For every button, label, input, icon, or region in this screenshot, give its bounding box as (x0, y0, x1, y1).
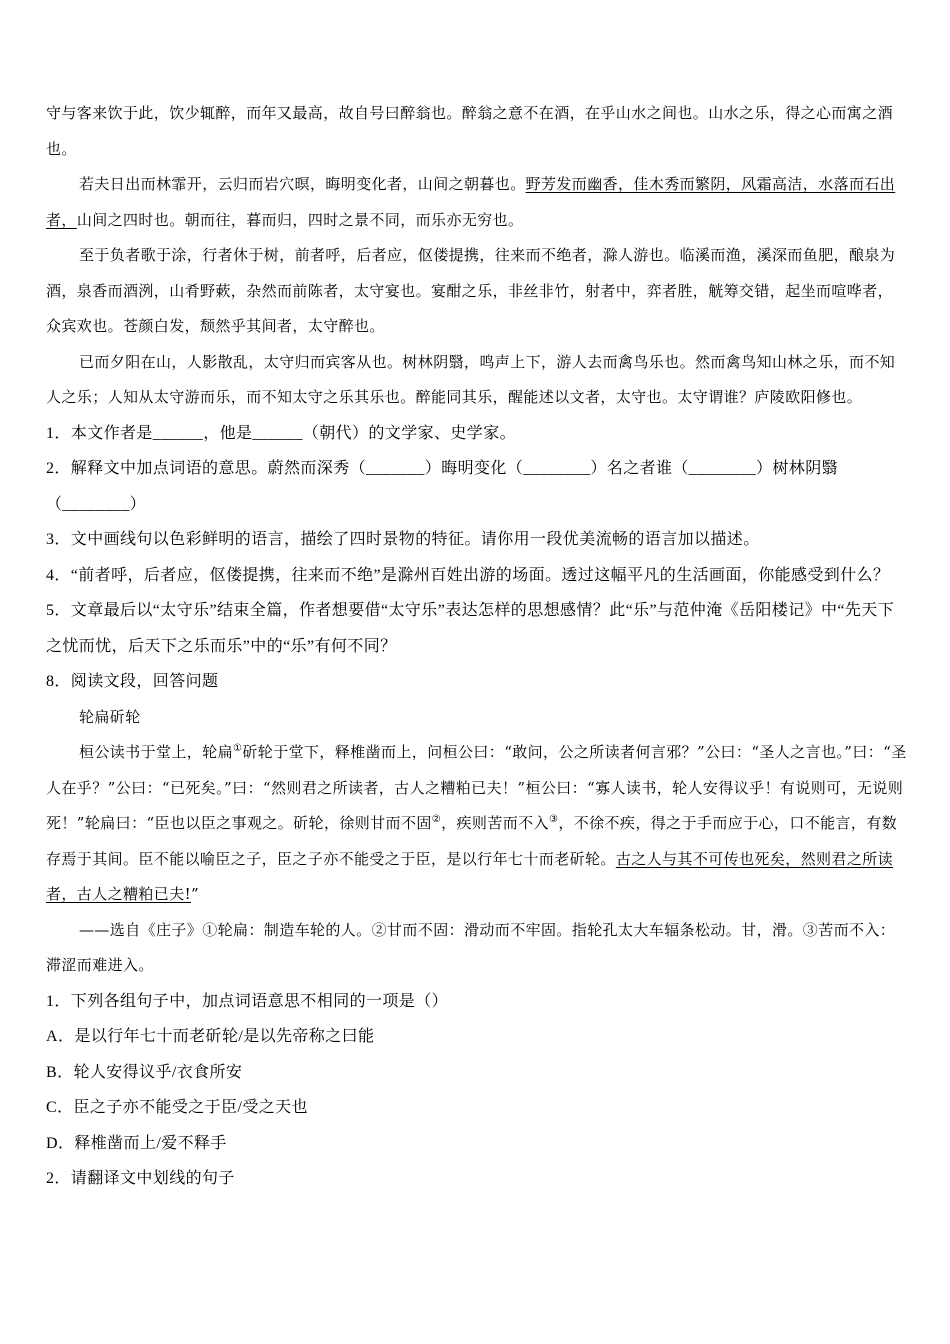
question-1: 1．下列各组句子中，加点词语意思不相同的一项是（） (46, 992, 449, 1010)
question-3: 3．文中画线句以色彩鲜明的语言，描绘了四时景物的特征。请你用一段优美流畅的语言加以描述。 (46, 531, 760, 548)
passage-paragraph-3: 已而夕阳在山，人影散乱，太守归而宾客从也。树林阴翳，鸣声上下，游人去而禽鸟乐也。然而禽鸟知山林之乐，而不知人之乐；人知从太守游而乐，而不知太守之乐其乐也。醉能同其乐，醒能述以文者，太守也。太守谓谁？庐陵欧阳修也。 (46, 352, 896, 406)
option-a: A．是以行年七十而老斫轮/是以先帝称之曰能 (46, 1028, 375, 1045)
passage-text: ，疾则苦而不入 (441, 814, 549, 832)
document-page (46, 96, 908, 1197)
option-c: C．臣之子亦不能受之于臣/受之天也 (46, 1099, 308, 1116)
underlined-sentence: 古之人与其不可传也死矣，然则君之所读者，古人之糟粕已夫! (46, 849, 894, 903)
source-notes: ——选自《庄子》①轮扁：制造车轮的人。②甘而不固：滑动而不牢固。指轮孔太大车辐条松动。甘，滑。③苦而不入：滞涩而难进入。 (46, 920, 896, 974)
passage-text: ，不徐不疾，得之于手而应于心，口不能言，有数存焉于其间。臣不能以喻臣之子，臣之子亦不能受之于臣，是以行年七十而老斫轮。 (46, 814, 898, 868)
question-2: 2．解释文中加点词语的意思。蔚然而深秀（_______）晦明变化（________）名之者谁（________）树林阴翳（________） (46, 460, 839, 513)
question-4: 4．“前者呼，后者应，伛偻提携，往来而不绝”是滁州百姓出游的场面。透过这幅平凡的生活画面，你能感受到什么？ (46, 566, 890, 584)
passage-paragraph-0: 守与客来饮于此，饮少辄醉，而年又最高，故自号曰醉翁也。醉翁之意不在酒，在乎山水之间也。山水之乐，得之心而寓之酒也。 (46, 104, 894, 158)
option-d: D．释椎凿而上/爱不释手 (46, 1134, 227, 1152)
question-5: 5．文章最后以“太守乐”结束全篇，作者想要借“太守乐”表达怎样的思想感情？此“乐”与范仲淹《岳阳楼记》中“先天下之忧而忧，后天下之乐而乐”中的“乐”有何不同？ (46, 602, 895, 655)
passage-title: 轮扁斫轮 (79, 707, 141, 726)
footnote-marker: ① (233, 743, 243, 754)
passage-body (46, 735, 908, 913)
passage-text: 山间之四时也。朝而往，暮而归，四时之景不同，而乐亦无穷也。 (76, 210, 524, 229)
passage-paragraph-2: 至于负者歌于涂，行者休于树，前者呼，后者应，伛偻提携，往来而不绝者，滁人游也。临溪而渔，溪深而鱼肥，酿泉为酒，泉香而酒洌，山肴野蔌，杂然而前陈者，太守宴也。宴酣之乐，非丝非竹，射者中，弈者胜，觥筹交错，起坐而喧哗者，众宾欢也。苍颜白发，颓然乎其间者，太守醉也。 (46, 246, 896, 335)
footnote-marker: ② (431, 814, 442, 825)
footnote-marker: ③ (548, 814, 559, 825)
question-2: 2．请翻译文中划线的句子 (46, 1170, 235, 1187)
passage-text: ” (191, 885, 200, 903)
passage-text: 若夫日出而林霏开，云归而岩穴暝，晦明变化者，山间之朝暮也。 (79, 175, 526, 193)
passage-paragraph-1 (46, 167, 908, 238)
question-1: 1．本文作者是______，他是______（朝代）的文学家、史学家。 (46, 424, 517, 442)
passage-text: 斫轮于堂下，释椎凿而上，问桓公曰：“敢问，公之所读者何言邪？”公曰：“圣人之言也。”曰：“圣人在乎？”公曰：“已死矣。”曰：“然则君之所读者，古人之糟粕已夫！”桓公曰：“寡人读书，轮人安得议乎！有说则可，无说则死！”轮扁曰：“臣也以臣之事观之。斫轮，徐则甘而不固 (46, 743, 907, 832)
underlined-sentence: 野芳发而幽香，佳木秀而繁阴，风霜高洁，水落而石出者， (46, 175, 896, 229)
passage-text: 桓公读书于堂上，轮扁 (79, 743, 234, 761)
section-heading: 8．阅读文段，回答问题 (46, 673, 219, 690)
option-b: B．轮人安得议乎/衣食所安 (46, 1063, 243, 1081)
